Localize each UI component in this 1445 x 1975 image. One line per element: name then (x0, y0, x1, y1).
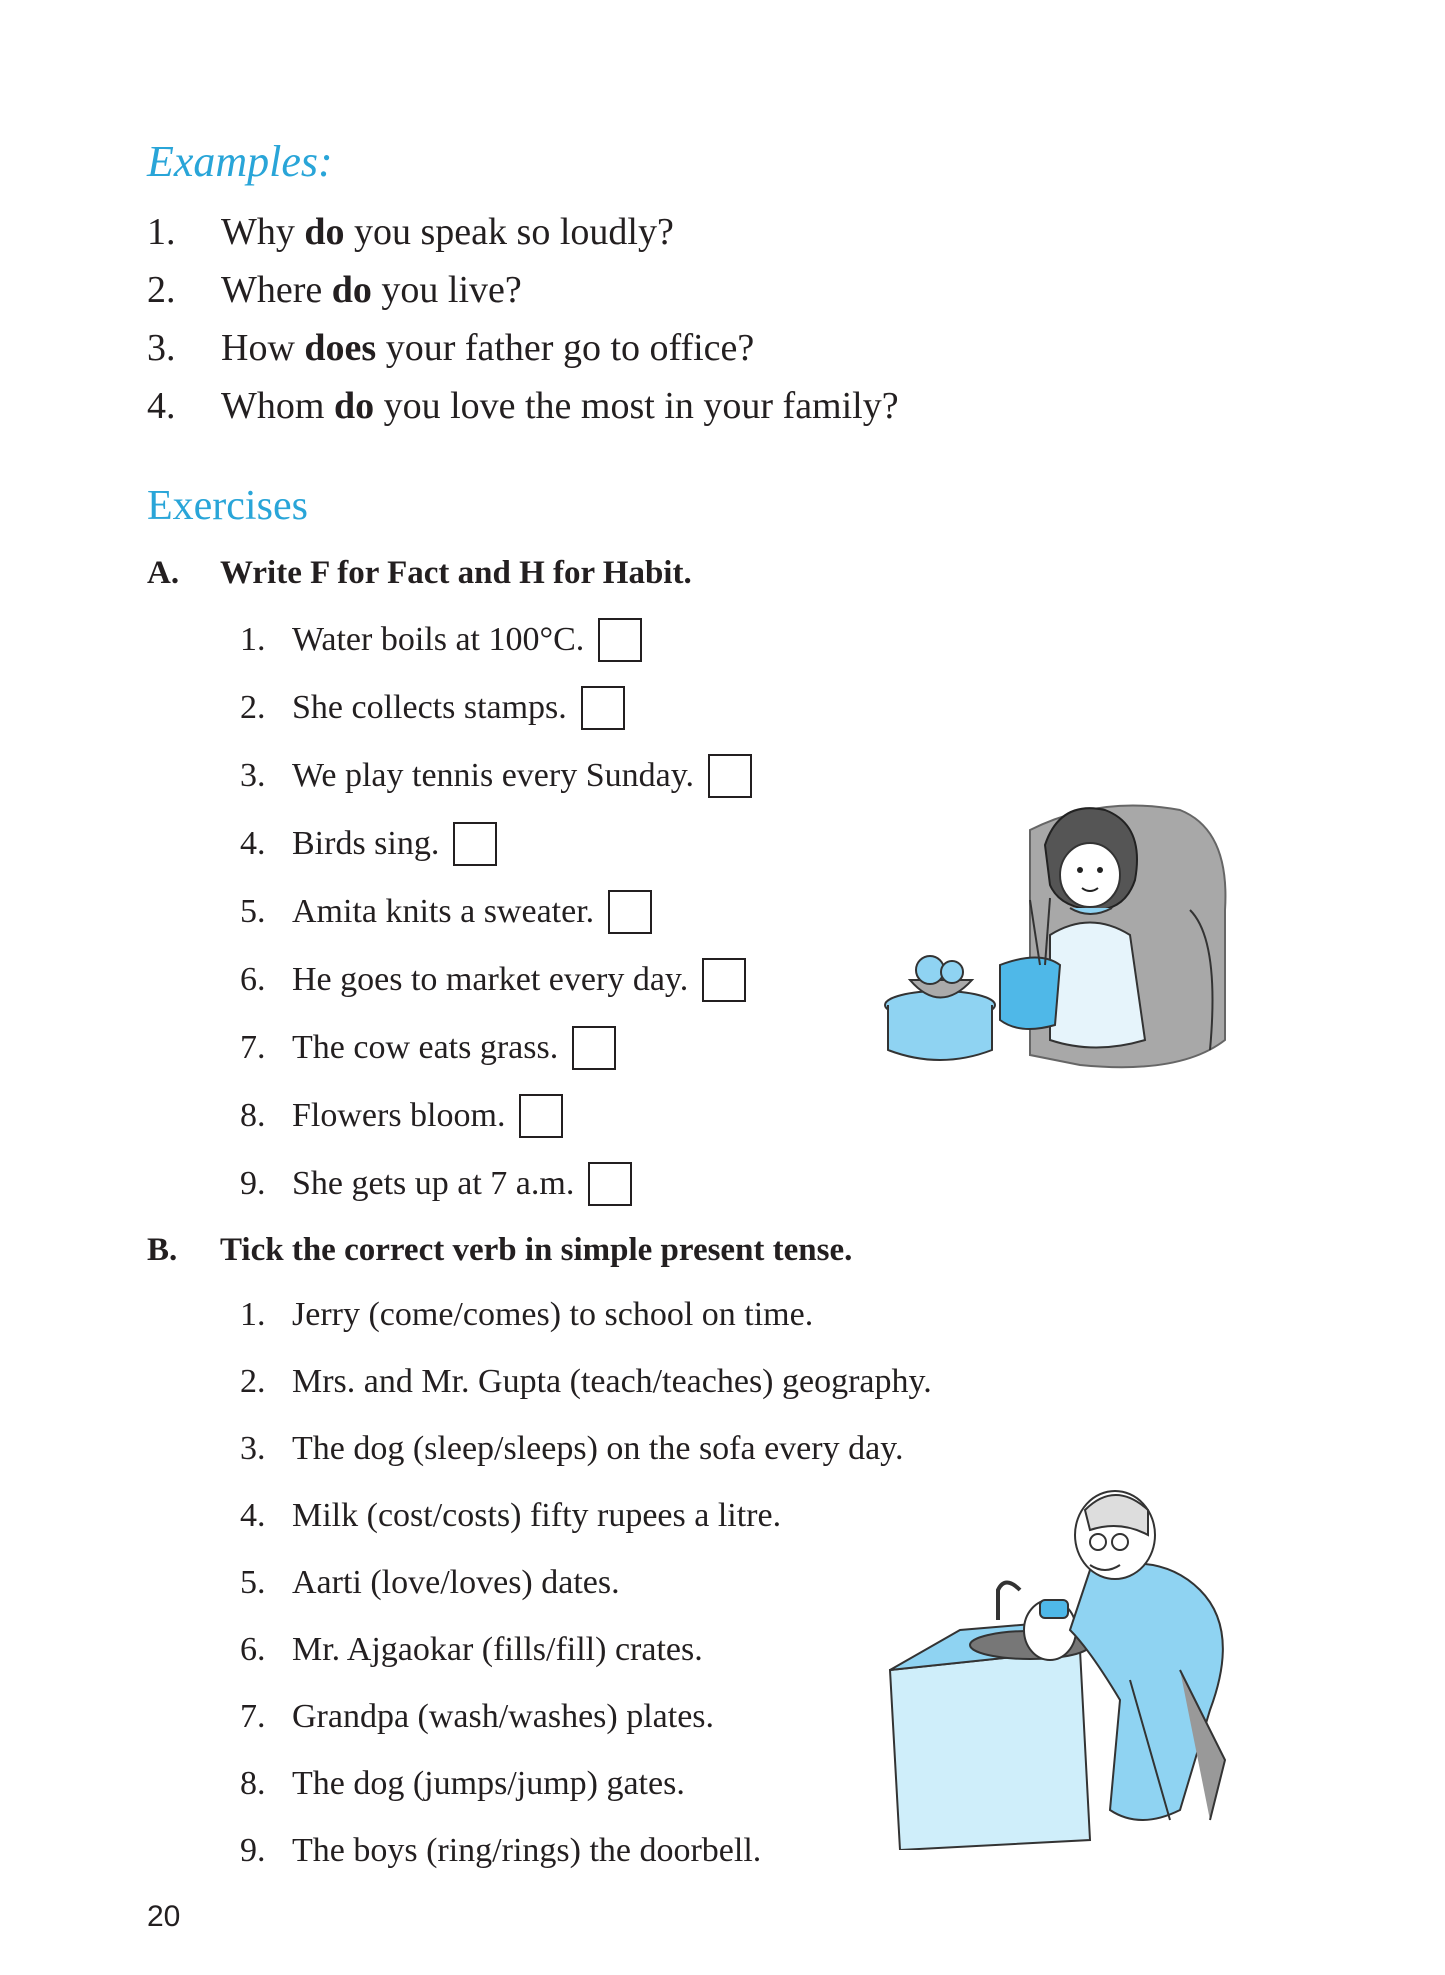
item-number: 1. (147, 211, 176, 253)
answer-box[interactable] (702, 958, 746, 1002)
item-text: He goes to market every day. (292, 961, 689, 998)
fact-habit-item (240, 1094, 563, 1138)
item-text: Birds sing. (292, 825, 440, 862)
example-text: Why (221, 211, 305, 253)
item-text: The boys (ring/rings) the doorbell. (292, 1832, 762, 1869)
section-a-title (0, 555, 1445, 595)
example-text: Whom (221, 385, 334, 427)
item-number: 6. (240, 1631, 266, 1668)
example-item (147, 326, 754, 370)
page-number: 20 (147, 1900, 181, 1933)
example-item (147, 384, 899, 428)
item-text: Grandpa (wash/washes) plates. (292, 1698, 715, 1735)
item-number: 1. (240, 1296, 266, 1333)
item-text: Milk (cost/costs) fifty rupees a litre. (292, 1497, 782, 1534)
item-number: 9. (240, 1165, 266, 1202)
item-text: Mr. Ajgaokar (fills/fill) crates. (292, 1631, 703, 1668)
item-number: 7. (240, 1698, 266, 1735)
example-item (147, 268, 522, 312)
verb-item (240, 1497, 781, 1535)
item-number: 6. (240, 961, 266, 998)
verb-item (240, 1765, 685, 1803)
examples-heading: Examples: (147, 137, 333, 186)
fact-habit-item (240, 1162, 632, 1206)
fact-habit-item (240, 958, 746, 1002)
item-text: Water boils at 100°C. (292, 621, 585, 658)
example-verb: do (331, 269, 372, 311)
example-verb: does (304, 327, 377, 369)
section-b-title (0, 1232, 1445, 1272)
item-number: 5. (240, 893, 266, 930)
answer-box[interactable] (708, 754, 752, 798)
item-number: 4. (240, 825, 266, 862)
item-number: 9. (240, 1832, 266, 1869)
example-text: you speak so loudly? (344, 211, 674, 253)
example-text: your father go to office? (376, 327, 755, 369)
fact-habit-item (240, 890, 652, 934)
verb-item (240, 1631, 703, 1669)
item-number: 8. (240, 1765, 266, 1802)
section-instruction: Write F for Fact and H for Habit. (220, 555, 692, 591)
verb-item (240, 1564, 620, 1602)
item-number: 3. (240, 757, 266, 794)
item-number: 2. (240, 1363, 266, 1400)
item-text: Mrs. and Mr. Gupta (teach/teaches) geography. (292, 1363, 932, 1400)
fact-habit-item (240, 686, 625, 730)
answer-box[interactable] (519, 1094, 563, 1138)
example-verb: do (304, 211, 345, 253)
answer-box[interactable] (581, 686, 625, 730)
item-number: 2. (147, 269, 176, 311)
knitting-girl-illustration (880, 790, 1320, 1080)
item-number: 2. (240, 689, 266, 726)
answer-box[interactable] (588, 1162, 632, 1206)
answer-box[interactable] (453, 822, 497, 866)
item-number: 3. (147, 327, 176, 369)
item-number: 8. (240, 1097, 266, 1134)
example-text: you live? (371, 269, 522, 311)
example-verb: do (333, 385, 375, 427)
item-text: Flowers bloom. (292, 1097, 506, 1134)
item-text: Jerry (come/comes) to school on time. (292, 1296, 814, 1333)
answer-box[interactable] (608, 890, 652, 934)
fact-habit-item (240, 754, 752, 798)
item-text: The dog (sleep/sleeps) on the sofa every day. (292, 1430, 904, 1467)
item-text: Aarti (love/loves) dates. (292, 1564, 620, 1601)
item-text: She gets up at 7 a.m. (292, 1165, 575, 1202)
example-text: How (221, 327, 305, 369)
verb-item (240, 1296, 813, 1334)
item-number: 3. (240, 1430, 266, 1467)
item-number: 7. (240, 1029, 266, 1066)
item-number: 4. (240, 1497, 266, 1534)
grandpa-washing-illustration (880, 1480, 1310, 1850)
verb-item (240, 1430, 903, 1468)
item-text: We play tennis every Sunday. (292, 757, 695, 794)
section-instruction: Tick the correct verb in simple present tense. (220, 1232, 853, 1268)
item-text: She collects stamps. (292, 689, 567, 726)
answer-box[interactable] (572, 1026, 616, 1070)
verb-item (240, 1832, 761, 1870)
item-number: 1. (240, 621, 266, 658)
example-text: Where (221, 269, 332, 311)
fact-habit-item (240, 1026, 616, 1070)
example-text: you love the most in your family? (374, 385, 899, 427)
item-text: The dog (jumps/jump) gates. (292, 1765, 685, 1802)
section-letter: B. (147, 1232, 178, 1268)
example-item (147, 210, 674, 254)
item-number: 5. (240, 1564, 266, 1601)
section-letter: A. (147, 555, 180, 591)
item-text: The cow eats grass. (292, 1029, 559, 1066)
verb-item (240, 1698, 714, 1736)
verb-item (240, 1363, 932, 1401)
exercises-heading: Exercises (147, 483, 308, 529)
item-text: Amita knits a sweater. (292, 893, 595, 930)
fact-habit-item (240, 618, 642, 662)
item-number: 4. (147, 385, 176, 427)
fact-habit-item (240, 822, 497, 866)
answer-box[interactable] (598, 618, 642, 662)
